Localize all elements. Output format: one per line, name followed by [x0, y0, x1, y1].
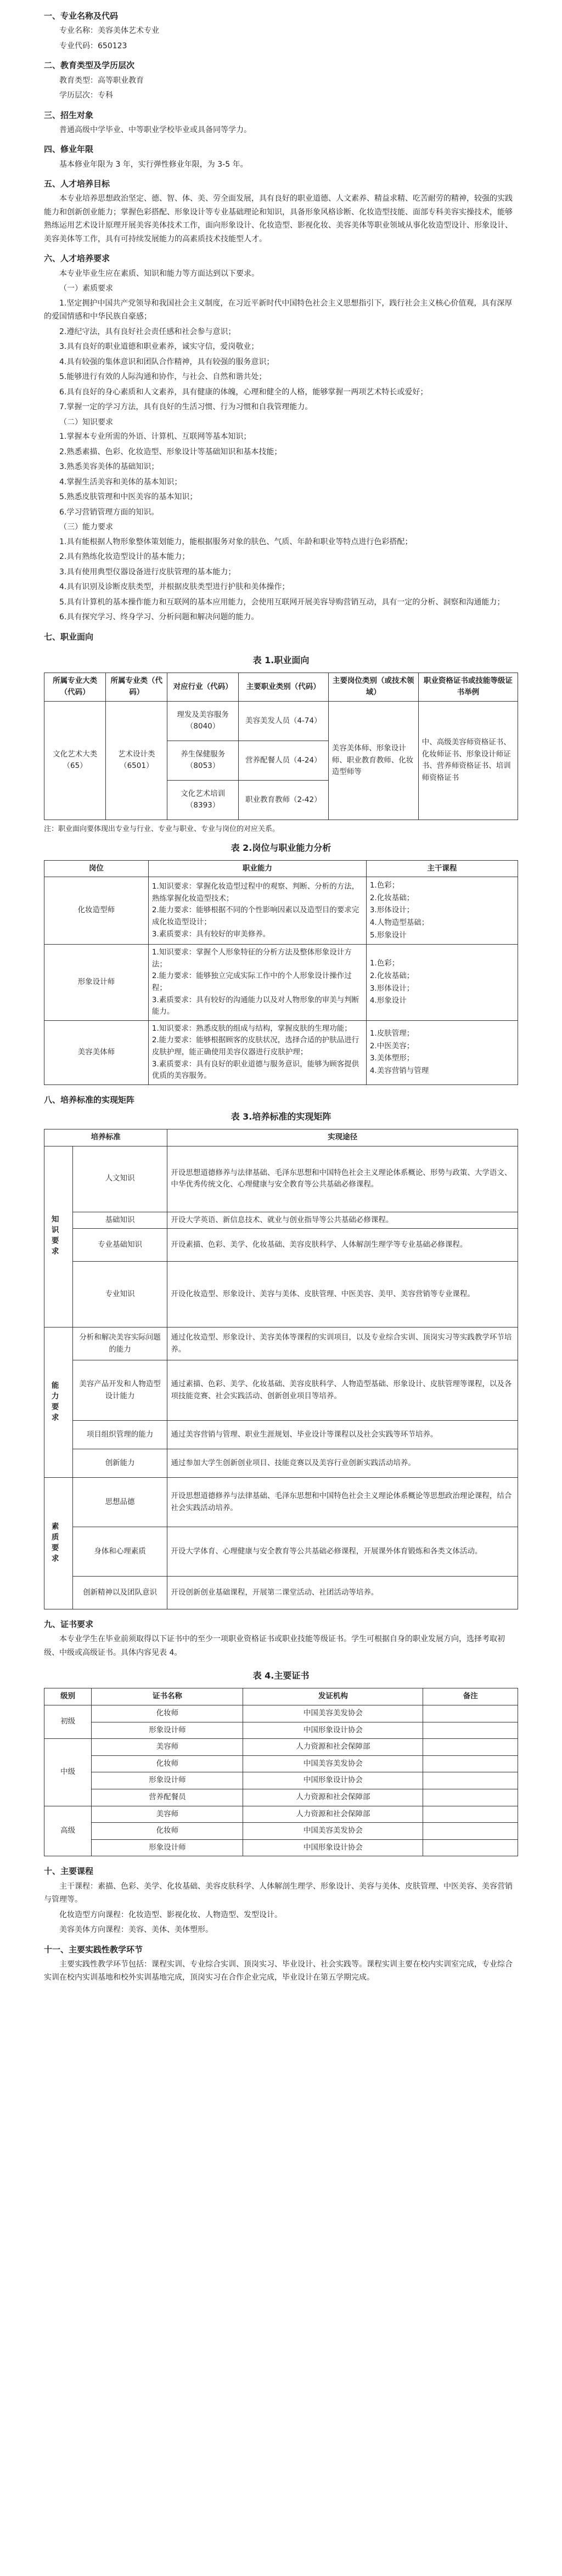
table-cell: 中国美容美发协会 [243, 1823, 423, 1840]
list-item: 1.具有能根据人物形象整体策划能力，能根据服务对象的肤色、气质、年龄和职业等特点进行色彩搭配； [59, 537, 413, 546]
section-title: 三、招生对象 [44, 110, 94, 120]
table-header: 岗位 [44, 860, 149, 877]
table-cell: 美容美体师、形象设计师、职业教育教师、化妆造型师等 [328, 701, 418, 820]
table-cell: 中国美容美发协会 [243, 1755, 423, 1772]
table-row [44, 1212, 518, 1229]
table-cell: 化妆师 [92, 1823, 243, 1840]
table-row [44, 1449, 518, 1478]
table-cell: 化妆师 [92, 1755, 243, 1772]
section-body [44, 74, 518, 103]
course-item: 4.美容营销与管理 [369, 1066, 429, 1075]
course-item: 3.形体设计； [369, 984, 414, 993]
table-cell [423, 1839, 518, 1856]
table-row [44, 1823, 518, 1840]
paragraph: 本专业毕业生应在素质、知识和能力等方面达到以下要求。 [59, 269, 259, 278]
group-label: 能力要求 [44, 1327, 73, 1478]
table-header-row [44, 1129, 518, 1146]
text-line: 美容美体方向课程：美容、美体、美体塑形。 [59, 1925, 213, 1935]
table-cell: 1.知识要求：掌握个人形象特征的分析方法及整体形象设计方法； 2.能力要求：能够独立完成实际工作中的个人形象设计操作过程； 3.素质要求：具有较好的沟通能力以及对人物形象的审美与判断能力。 [148, 945, 366, 1021]
course-item: 4.人物造型基础； [369, 918, 429, 928]
table-cell [423, 1705, 518, 1722]
table-cell: 开设化妆造型、形象设计、美容与美体、皮肤管理、中医美容、美甲、美容营销等专业课程。 [167, 1262, 518, 1327]
table-cell: 人文知识 [72, 1146, 167, 1212]
list-item: 6.学习营销管理方面的知识。 [59, 507, 159, 517]
table-row [44, 1262, 518, 1327]
table-row [44, 1772, 518, 1789]
table-note: 注：职业面向要体现出专业与行业、专业与职业、专业与岗位的对应关系。 [44, 824, 280, 833]
table-cell: 美容产品开发和人物造型设计能力 [72, 1360, 167, 1421]
table-caption: 表 1.职业面向 [252, 654, 310, 665]
table-cell: 形象设计师 [92, 1772, 243, 1789]
table-cell: 文化艺术大类（65） [44, 701, 106, 820]
table-row [44, 1839, 518, 1856]
table-row [44, 945, 518, 1021]
table-cell: 身体和心理素质 [72, 1527, 167, 1577]
table-cell: 创新精神以及团队意识 [72, 1577, 167, 1609]
course-item: 3.美体塑形； [369, 1054, 414, 1063]
table-cell [366, 1020, 518, 1084]
table-header-row [44, 1688, 518, 1705]
table-cell: 创新能力 [72, 1449, 167, 1478]
subsection-title: （一）素质要求 [59, 284, 113, 293]
list-item: 2.具有熟练化妆造型设计的基本能力； [59, 552, 190, 561]
table-cell: 开设大学体育、心理健康与安全教育等公共基础必修课程，开展课外体育锻炼和各类文体活动。 [167, 1527, 518, 1577]
section-title: 八、培养标准的实现矩阵 [44, 1094, 135, 1105]
table-cell: 中级 [44, 1739, 92, 1806]
table-header: 发证机构 [243, 1688, 423, 1705]
paragraph: 本专业学生在毕业前须取得以下证书中的至少一项职业资格证书或职业技能等级证书。学生可根据自身的职业发展方向，选择考取初级、中级或高级证书。具体内容见表 4。 [44, 1635, 505, 1657]
table-cell: 分析和解决美容实际问题的能力 [72, 1327, 167, 1360]
table-cell: 营养配餐员 [92, 1789, 243, 1806]
table-cell: 基础知识 [72, 1212, 167, 1229]
table-cell: 职业教育教师（2-42） [238, 780, 328, 820]
table-cell: 中、高级美容师资格证书、化妆师证书、形象设计师证书、营养师资格证书、培训师资格证书 [418, 701, 518, 820]
table-cell: 高级 [44, 1806, 92, 1856]
text-line: 专业名称：美容美体艺术专业 [59, 26, 159, 36]
course-item: 1.皮肤管理； [369, 1029, 414, 1038]
post-ability-table [44, 860, 518, 1085]
table-cell [366, 945, 518, 1021]
section-body [44, 123, 518, 137]
standard-matrix-table [44, 1129, 518, 1609]
table-cell [423, 1823, 518, 1840]
list-item: 2.遵纪守法，具有良好社会责任感和社会参与意识； [59, 327, 236, 336]
table-header: 证书名称 [92, 1688, 243, 1705]
table-header: 主要岗位类别（或技术领域） [328, 673, 418, 701]
course-item: 1.色彩； [369, 881, 400, 890]
table-header: 主干课程 [366, 860, 518, 877]
table-header: 备注 [423, 1688, 518, 1705]
section-title: 六、人才培养要求 [44, 253, 110, 264]
course-item: 2.化妆基础； [369, 893, 414, 902]
table-row [44, 1229, 518, 1262]
table-cell: 中国形象设计协会 [243, 1722, 423, 1739]
list-item: 6.具有良好的身心素质和人文素养，具有健康的体魄，心理和健全的人格，能够掌握一两项艺术特长或爱好； [59, 387, 428, 397]
table-row [44, 1020, 518, 1084]
table-header: 实现途径 [167, 1129, 518, 1146]
table-cell: 思想品德 [72, 1478, 167, 1527]
table-row [44, 1722, 518, 1739]
group-label: 知识要求 [44, 1146, 73, 1327]
table-header: 培养标准 [44, 1129, 167, 1146]
table-row [44, 1327, 518, 1360]
table-cell: 通过美容营销与管理、职业生涯规划、毕业设计等课程以及社会实践等环节培养。 [167, 1421, 518, 1449]
section-title: 七、职业面向 [44, 631, 94, 642]
table-row [44, 1755, 518, 1772]
table-cell: 人力资源和社会保障部 [243, 1806, 423, 1823]
table-cell: 美容美体师 [44, 1020, 149, 1084]
table-header: 职业资格证书或技能等级证书举例 [418, 673, 518, 701]
table-cell [366, 877, 518, 945]
list-item: 5.具有计算机的基本操作能力和互联网的基本应用能力，会使用互联网开展美容导购营销互动，具有一定的分析、洞察和沟通能力； [59, 597, 505, 607]
table-cell: 中国形象设计协会 [243, 1839, 423, 1856]
table-row [44, 877, 518, 945]
list-item: 6.具有探究学习、终身学习、分析问题和解决问题的能力。 [59, 613, 259, 622]
course-item: 2.化妆基础； [369, 971, 414, 980]
table-cell: 通过素描、色彩、美学、化妆基础、美容皮肤科学、人物造型基础、形象设计、皮肤管理等课程，以及各项技能竞赛、社会实践活动、创新创业项目等培养。 [167, 1360, 518, 1421]
table-cell: 养生保健服务（8053） [167, 741, 238, 780]
table-cell [423, 1722, 518, 1739]
table-cell: 开设素描、色彩、美学、化妆基础、美容皮肤科学、人体解剖生理学等专业基础必修课程。 [167, 1229, 518, 1262]
table-cell: 形象设计师 [44, 945, 149, 1021]
section-title: 十、主要课程 [44, 1866, 94, 1877]
table-row [44, 1577, 518, 1609]
course-item: 5.形象设计 [369, 930, 407, 940]
list-item: 4.掌握生活美容和美体的基本知识； [59, 477, 182, 487]
table-cell: 艺术设计类（6501） [106, 701, 167, 820]
table-cell: 专业知识 [72, 1262, 167, 1327]
list-item: 3.具有使用典型仪器设备进行皮肤管理的基本能力； [59, 567, 236, 577]
text-line: 化妆造型方向课程：化妆造型、影视化妆、人物造型、发型设计。 [59, 1910, 282, 1919]
paragraph: 本专业培养思想政治坚定、德、智、体、美、劳全面发展，具有良好的职业道德、人文素养、精益求精、吃苦耐劳的精神，较强的实践能力和创新创业能力；掌握色彩搭配、形象设计等专业基础理论和知识，具备形象风格诊断、化妆造型技能、面部专科美容实操技术，能够熟练运用艺术设计原理开展美容美体技术工作，面向形象设计、化妆造型、影视化妆、美容美体等职业领域从事化妆造型设计、形象设计、美容美体等工作，具有可持续发展能力的高素质技术技能型人才。 [44, 194, 513, 244]
table-header: 所属专业类（代码） [106, 673, 167, 701]
table-cell: 初级 [44, 1705, 92, 1739]
list-item: 3.具有良好的职业道德和职业素养，诚实守信，爱岗敬业； [59, 342, 259, 351]
table-row [44, 1360, 518, 1421]
table-cell [423, 1806, 518, 1823]
table-cell: 通过化妆造型、形象设计、美容美体等课程的实训项目，以及专业综合实训、顶岗实习等实践教学环节培养。 [167, 1327, 518, 1360]
table-cell [423, 1772, 518, 1789]
table-cell: 美容师 [92, 1739, 243, 1756]
table-cell: 形象设计师 [92, 1722, 243, 1739]
table-row [44, 1421, 518, 1449]
table-cell: 项目组织管理的能力 [72, 1421, 167, 1449]
table-row [44, 701, 518, 741]
text-line: 专业代码：650123 [59, 41, 127, 50]
table-cell: 1.知识要求：熟悉皮肤的组成与结构，掌握皮肤的生理功能； 2.能力要求：能够根据顾客的皮肤状况，选择合适的护肤品进行皮肤护理，能正确使用美容仪器进行皮肤护理； 3.素质要求：具有良好的职业道德与服务意识，能够为顾客提供优质的美容服务。 [148, 1020, 366, 1084]
list-item: 4.具有较强的集体意识和团队合作精神，具有较强的服务意识； [59, 357, 274, 366]
text-line: 基本修业年限为 3 年，实行弹性修业年限，为 3-5 年。 [59, 160, 248, 169]
list-item: 1.坚定拥护中国共产党领导和我国社会主义制度，在习近平新时代中国特色社会主义思想指引下，践行社会主义核心价值观，具有深厚的爱国情感和中华民族自豪感； [44, 298, 513, 321]
table-row [44, 1705, 518, 1722]
table-cell: 专业基础知识 [72, 1229, 167, 1262]
section-title: 五、人才培养目标 [44, 179, 110, 189]
certificate-table [44, 1688, 518, 1856]
table-cell: 人力资源和社会保障部 [243, 1739, 423, 1756]
text-line: 普通高级中学毕业、中等职业学校毕业或具备同等学力。 [59, 125, 251, 134]
table-row [44, 1739, 518, 1756]
section-body [44, 158, 518, 172]
table-header-row [44, 673, 518, 701]
table-cell: 化妆造型师 [44, 877, 149, 945]
course-item: 1.色彩； [369, 959, 400, 968]
paragraph: 主要实践性教学环节包括：课程实训、专业综合实训、顶岗实习、毕业设计、社会实践等。课程实训主要在校内实训室完成，专业综合实训在校内实训基地和校外实训基地完成，顶岗实习在合作企业完成，毕业设计在第五学期完成。 [44, 1959, 513, 1982]
table-cell [423, 1789, 518, 1806]
table-cell: 美容美发人员（4-74） [238, 701, 328, 741]
table-cell: 1.知识要求：掌握化妆造型过程中的观察、判断、分析的方法，熟练掌握化妆造型技术； 2.能力要求：能够根据不同的个性影响因素以及造型目的要求完成化妆造型设计； 3.素质要求：具有较好的审美修养。 [148, 877, 366, 945]
subsection-title: （三）能力要求 [59, 523, 113, 532]
table-header: 主要职业类别（代码） [238, 673, 328, 701]
section-title: 二、教育类型及学历层次 [44, 60, 135, 71]
section-title: 十一、主要实践性教学环节 [44, 1944, 143, 1954]
table-row [44, 1806, 518, 1823]
table-cell: 中国形象设计协会 [243, 1772, 423, 1789]
table-cell: 理发及美容服务（8040） [167, 701, 238, 741]
table-header: 对应行业（代码） [167, 673, 238, 701]
table-cell: 开设创新创业基础课程，开展第二课堂活动、社团活动等培养。 [167, 1577, 518, 1609]
subsection-title: （二）知识要求 [59, 417, 113, 427]
section-title: 四、修业年限 [44, 144, 94, 155]
list-item: 5.熟悉皮肤管理和中医美容的基本知识； [59, 493, 198, 501]
section-body [44, 24, 518, 53]
course-item: 3.形体设计； [369, 906, 414, 915]
table-row [44, 1146, 518, 1212]
table-cell: 美容师 [92, 1806, 243, 1823]
table-cell: 形象设计师 [92, 1839, 243, 1856]
table-row [44, 1478, 518, 1527]
table-header-row [44, 860, 518, 877]
course-item: 2.中医美容； [369, 1041, 414, 1050]
table-cell: 人力资源和社会保障部 [243, 1789, 423, 1806]
group-label: 素质要求 [44, 1478, 73, 1609]
section-title: 一、专业名称及代码 [44, 11, 119, 21]
text-line: 教育类型：高等职业教育 [59, 76, 144, 85]
table-cell: 通过参加大学生创新创业项目、技能竞赛以及美容行业创新实践活动培养。 [167, 1449, 518, 1478]
career-table [44, 673, 518, 820]
table-row [44, 1789, 518, 1806]
list-item: 4.具有识别及诊断皮肤类型，并根据皮肤类型进行护肤和美体操作； [59, 583, 290, 591]
table-cell: 营养配餐人员（4-24） [238, 741, 328, 780]
list-item: 2.熟悉素描、色彩、化妆造型、形象设计等基础知识和基本技能； [59, 447, 282, 456]
table-cell: 开设大学英语、新信息技术、就业与创业指导等公共基础必修课程。 [167, 1212, 518, 1229]
table-cell [423, 1755, 518, 1772]
table-cell: 化妆师 [92, 1705, 243, 1722]
table-caption: 表 3.培养标准的实现矩阵 [231, 1111, 331, 1122]
section-title: 九、证书要求 [44, 1619, 94, 1630]
list-item: 3.熟悉美容美体的基础知识； [59, 462, 159, 471]
text-line: 主干课程：素描、色彩、美学、化妆基础、美容皮肤科学、人体解剖生理学、形象设计、美容与美体、皮肤管理、中医美容、美容营销与管理等。 [44, 1882, 513, 1905]
table-cell: 开设思想道德修养与法律基础、毛泽东思想和中国特色社会主义理论体系概论等思想政治理论课程，结合社会实践活动培养。 [167, 1478, 518, 1527]
table-header: 所属专业大类（代码） [44, 673, 106, 701]
list-item: 5.能够进行有效的人际沟通和协作，与社会、自然和谐共处； [59, 372, 267, 381]
text-line: 学历层次：专科 [59, 91, 113, 100]
table-cell: 文化艺术培训（8393） [167, 780, 238, 820]
table-cell: 开设思想道德修养与法律基础、毛泽东思想和中国特色社会主义理论体系概论、形势与政策、大学语文、中华优秀传统文化、心理健康与安全教育等公共基础必修课程。 [167, 1146, 518, 1212]
table-header: 职业能力 [148, 860, 366, 877]
list-item: 1.掌握本专业所需的外语、计算机、互联网等基本知识； [59, 432, 251, 441]
table-cell: 中国美容美发协会 [243, 1705, 423, 1722]
table-row [44, 1527, 518, 1577]
course-item: 4.形象设计 [369, 996, 407, 1005]
table-header: 级别 [44, 1688, 92, 1705]
table-caption: 表 4.主要证书 [252, 1670, 310, 1681]
table-caption: 表 2.岗位与职业能力分析 [231, 842, 331, 853]
table-cell [423, 1739, 518, 1756]
list-item: 7.掌握一定的学习方法，具有良好的生活习惯、行为习惯和自我管理能力。 [59, 403, 313, 411]
